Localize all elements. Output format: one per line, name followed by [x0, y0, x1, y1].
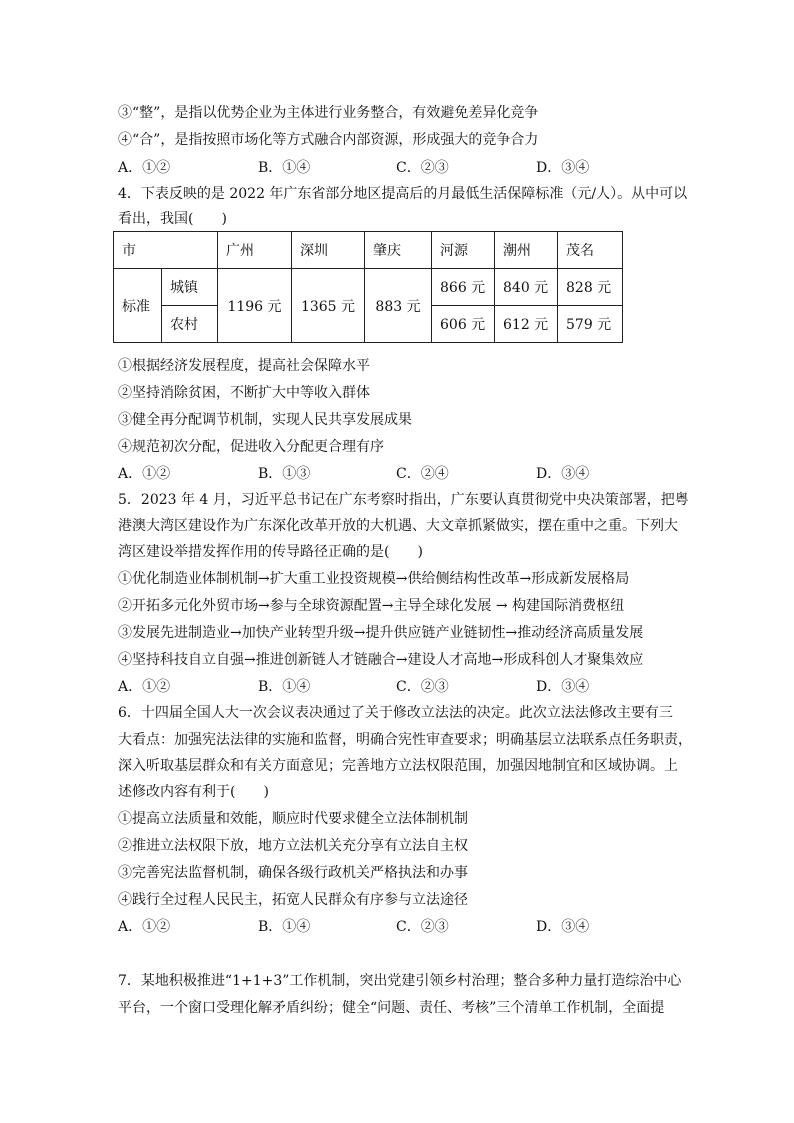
q4-option-c: C．②④	[396, 466, 449, 482]
q3-option-b: B．①④	[258, 160, 311, 176]
merged-value-cell: 1365 元	[292, 269, 365, 343]
merged-value-cell: 1196 元	[218, 269, 292, 343]
q4-stem-line-1: 4．下表反映的是 2022 年广东省部分地区提高后的月最低生活保障标准（元/人）。从中可以	[118, 186, 688, 202]
sub-label-urban: 城镇	[162, 269, 218, 306]
q3-option-c: C．②③	[396, 160, 449, 176]
table-header-cell: 市	[114, 232, 218, 269]
q5-options	[118, 674, 678, 700]
q6-stem-line-1: 6．十四届全国人大一次会议表决通过了关于修改立法法的决定。此次立法法修改主要有三	[118, 705, 673, 721]
q6-item-2: ②推进立法权限下放，地方立法机关充分享有立法自主权	[118, 838, 468, 854]
q4-option-b: B．①③	[258, 466, 311, 482]
sub-label-rural: 农村	[162, 306, 218, 343]
table-header-cell: 肇庆	[365, 232, 432, 269]
table-header-cell: 深圳	[292, 232, 365, 269]
q5-stem-line-3: 湾区建设举措发挥作用的传导路径正确的是( )	[118, 544, 423, 560]
q6-options	[118, 914, 678, 940]
q3-item-3: ③“整”，是指以优势企业为主体进行业务整合，有效避免差异化竞争	[118, 105, 539, 121]
table-header-row	[114, 232, 623, 269]
q3-options	[118, 155, 678, 181]
q7-stem-line-1: 7．某地积极推进“1+1+3”工作机制，突出党建引领乡村治理；整合多种力量打造综治中心	[118, 973, 682, 989]
q5-option-a: A．①②	[118, 679, 171, 695]
q5-item-2: ②开拓多元化外贸市场→参与全球资源配置→主导全球化发展 → 构建国际消费枢纽	[118, 598, 625, 614]
q3-item-4: ④“合”，是指按照市场化等方式融合内部资源，形成强大的竞争合力	[118, 132, 539, 148]
q4-item-1: ①根据经济发展程度，提高社会保障水平	[118, 358, 370, 374]
q6-item-1: ①提高立法质量和效能，顺应时代要求健全立法体制机制	[118, 811, 468, 827]
row-label-cell: 标准	[114, 269, 162, 343]
q3-option-a: A．①②	[118, 160, 171, 176]
table-row	[114, 269, 623, 306]
q5-option-d: D．③④	[536, 679, 590, 695]
merged-value-cell: 883 元	[365, 269, 432, 343]
q6-option-b: B．①④	[258, 919, 311, 935]
q6-item-4: ④践行全过程人民民主，拓宽人民群众有序参与立法途径	[118, 892, 468, 908]
rural-value-cell: 612 元	[495, 306, 558, 343]
q7-stem-line-2: 平台，一个窗口受理化解矛盾纠纷；健全“问题、责任、考核”三个清单工作机制，全面提	[118, 1000, 665, 1016]
q5-item-3: ③发展先进制造业→加快产业转型升级→提升供应链产业链韧性→推动经济高质量发展	[118, 625, 644, 641]
subsistence-standard-table	[113, 231, 623, 343]
q4-item-3: ③健全再分配调节机制，实现人民共享发展成果	[118, 412, 412, 428]
q5-item-1: ①优化制造业体制机制→扩大重工业投资规模→供给侧结构性改革→形成新发展格局	[118, 571, 630, 587]
q3-option-d: D．③④	[536, 160, 590, 176]
q6-stem-line-4: 述修改内容有利于( )	[118, 784, 269, 800]
urban-value-cell: 828 元	[558, 269, 623, 306]
q6-stem-line-3: 深入听取基层群众和有关方面意见；完善地方立法权限范围，加强因地制宜和区域协调。上	[118, 758, 678, 774]
q6-option-a: A．①②	[118, 919, 171, 935]
urban-value-cell: 866 元	[432, 269, 495, 306]
q4-stem-line-2: 看出，我国( )	[118, 211, 227, 227]
table-header-cell: 潮州	[495, 232, 558, 269]
q4-option-d: D．③④	[536, 466, 590, 482]
q4-option-a: A．①②	[118, 466, 171, 482]
q4-options	[118, 461, 678, 487]
q5-stem-line-2: 港澳大湾区建设作为广东深化改革开放的大机遇、大文章抓紧做实，摆在重中之重。下列大	[118, 518, 678, 534]
table-header-cell: 河源	[432, 232, 495, 269]
q4-item-4: ④规范初次分配，促进收入分配更合理有序	[118, 439, 384, 455]
q6-option-c: C．②③	[396, 919, 449, 935]
q6-item-3: ③完善宪法监督机制，确保各级行政机关严格执法和办事	[118, 865, 468, 881]
rural-value-cell: 579 元	[558, 306, 623, 343]
q5-option-c: C．②③	[396, 679, 449, 695]
q4-item-2: ②坚持消除贫困，不断扩大中等收入群体	[118, 385, 370, 401]
q6-option-d: D．③④	[536, 919, 590, 935]
q6-stem-line-2: 大看点：加强宪法法律的实施和监督，明确合宪性审查要求；明确基层立法联系点任务职责，	[118, 732, 692, 748]
q5-option-b: B．①④	[258, 679, 311, 695]
table-header-cell: 广州	[218, 232, 292, 269]
q5-stem-line-1: 5．2023 年 4 月，习近平总书记在广东考察时指出，广东要认真贯彻党中央决策部署，把粤	[118, 492, 689, 508]
table-header-cell: 茂名	[558, 232, 623, 269]
rural-value-cell: 606 元	[432, 306, 495, 343]
q5-item-4: ④坚持科技自立自强→推进创新链人才链融合→建设人才高地→形成科创人才聚集效应	[118, 652, 644, 668]
urban-value-cell: 840 元	[495, 269, 558, 306]
